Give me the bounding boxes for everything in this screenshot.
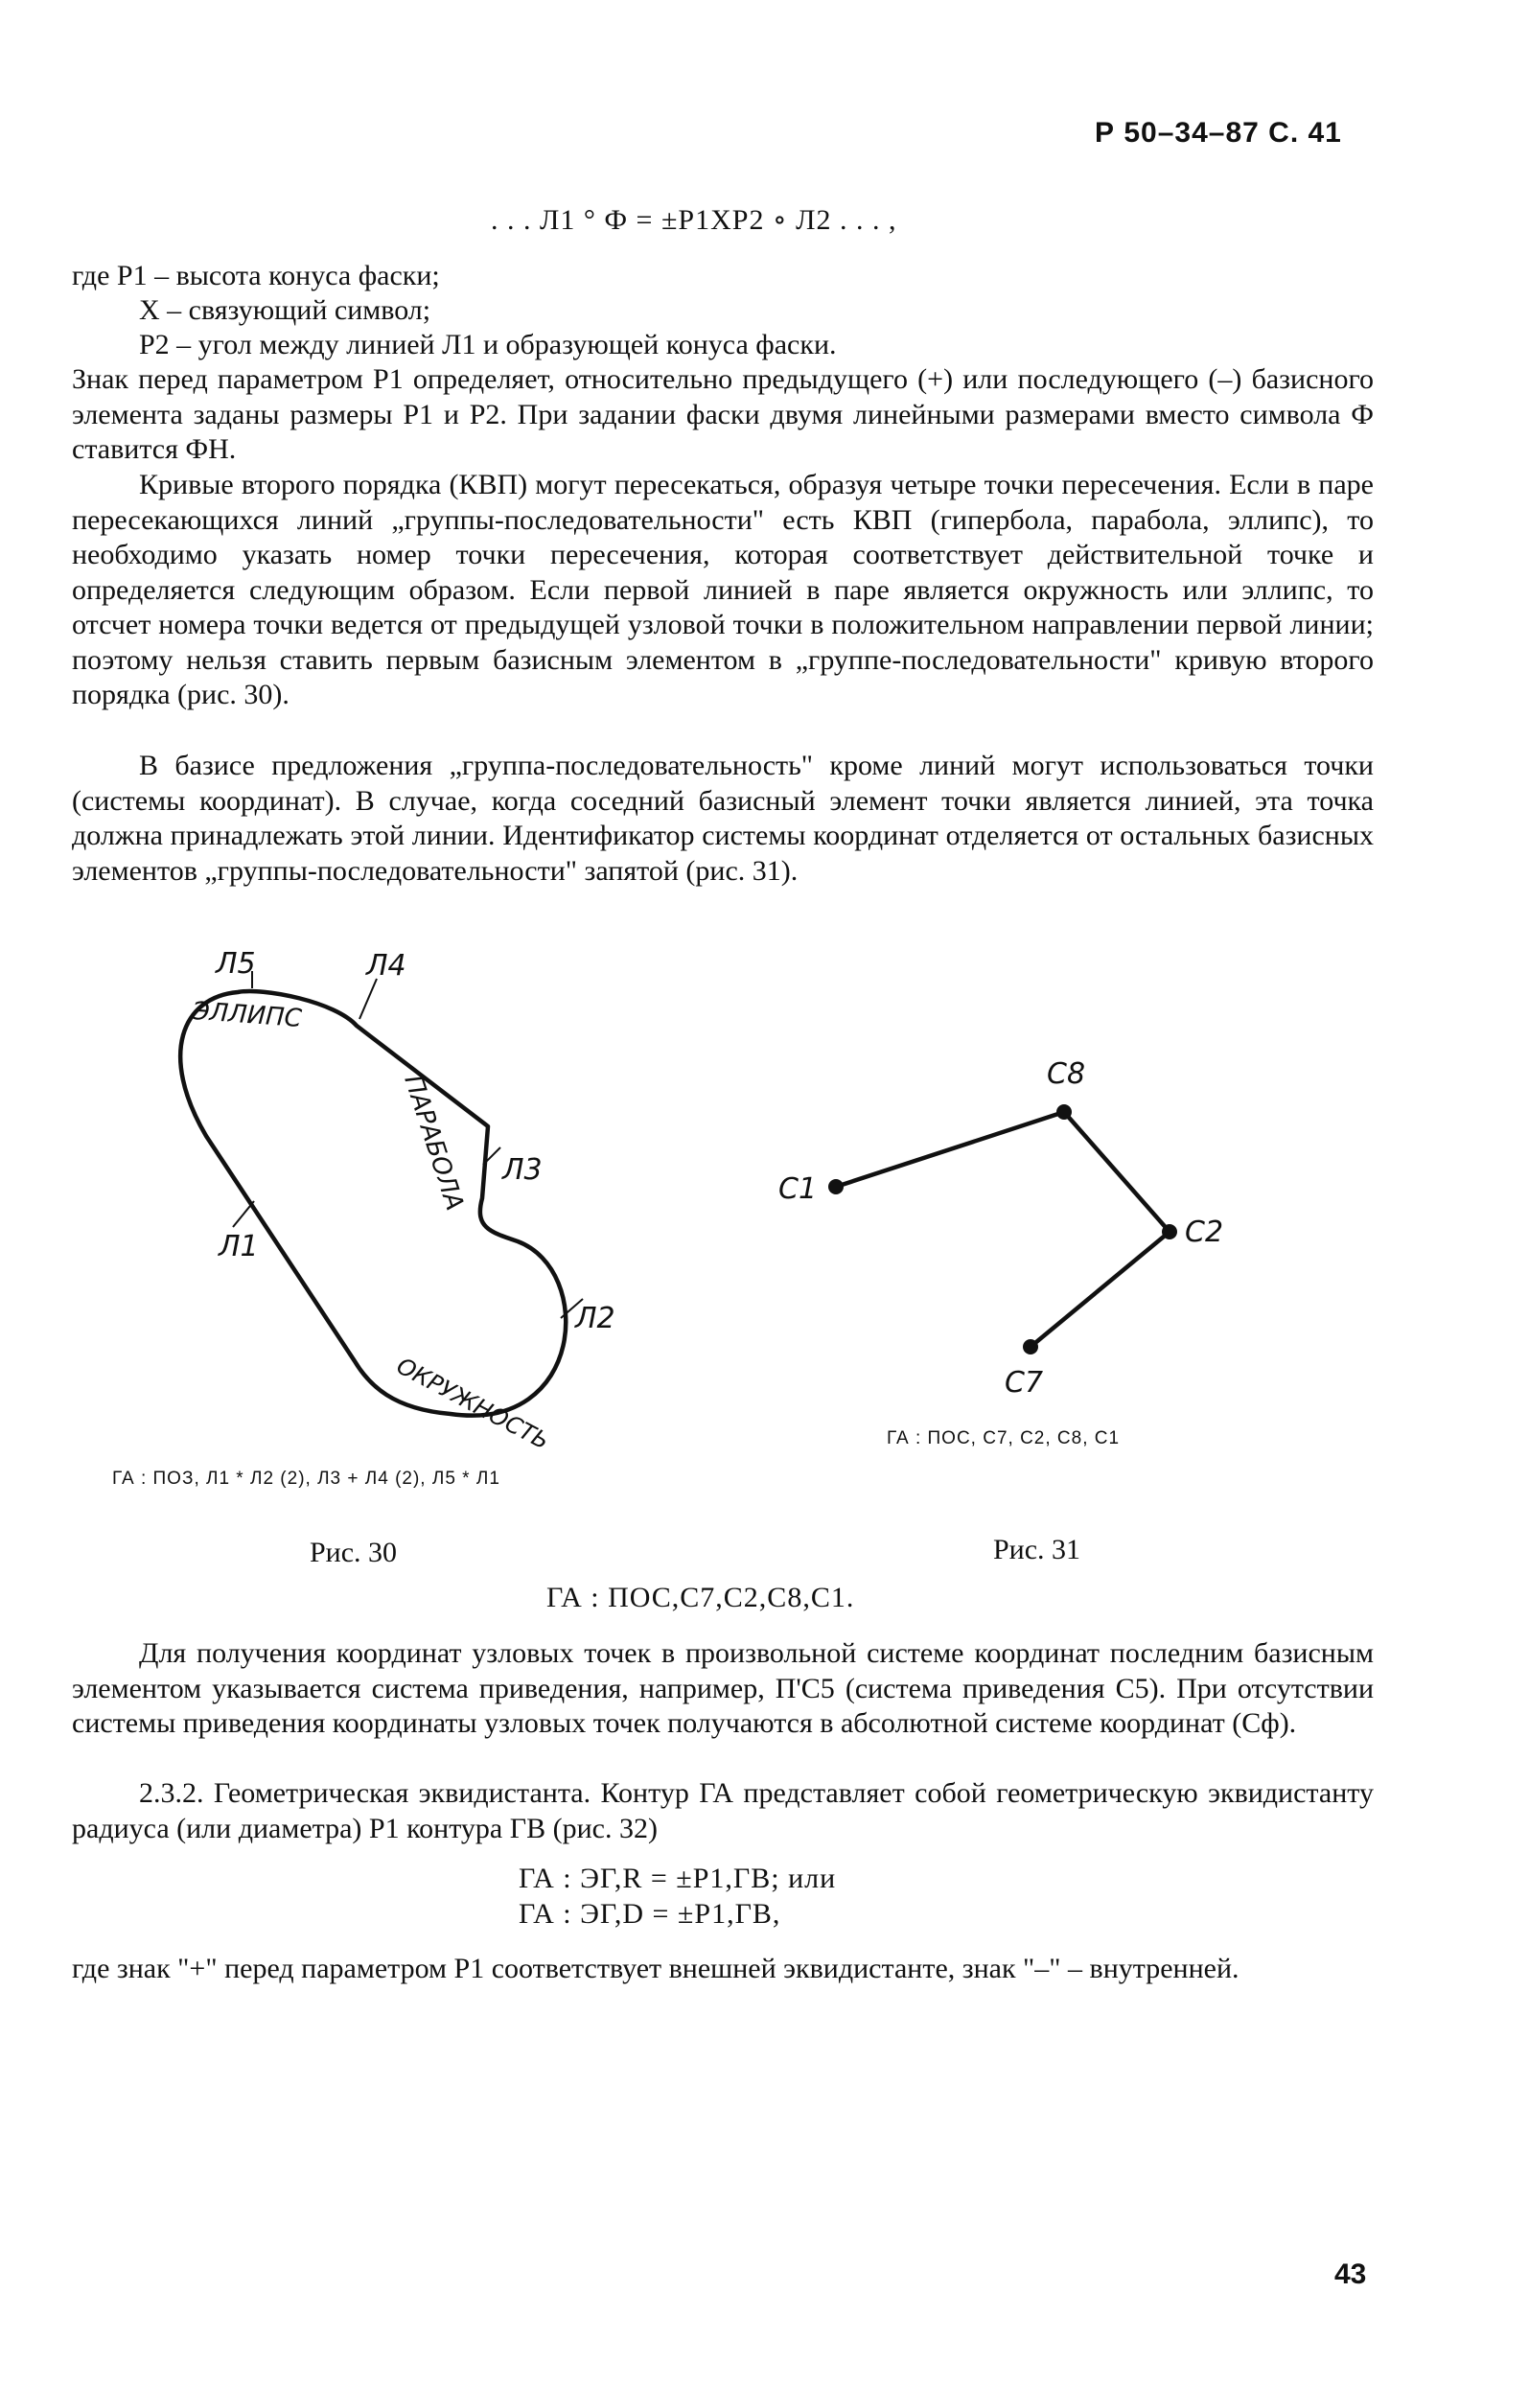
page-number: 43: [1334, 2258, 1367, 2290]
paragraph-sign-parameter: Знак перед параметром Р1 определяет, относительно предыдущего (+) или последующего (–) базисного элемента заданы размеры Р1 и Р2. При задании фаски двумя линейными размерами вместо символа Ф ставится ФН.: [72, 363, 1374, 465]
label-c7: С7: [1005, 1366, 1044, 1400]
document-reference: Р 50–34–87 С. 41: [1095, 117, 1342, 149]
label-ellipse: ЭЛЛИПС: [191, 997, 303, 1033]
figure-30-caption: Рис. 30: [310, 1537, 398, 1568]
label-l1: Л1: [219, 1230, 259, 1263]
label-l4: Л4: [366, 949, 406, 983]
formula-equidistant-diameter: ГА : ЭГ,D = ±Р1,ГВ,: [519, 1898, 781, 1930]
formula-equidistant-radius: ГА : ЭГ,R = ±Р1,ГВ; или: [519, 1863, 837, 1894]
definition-x: Х – связующий символ;: [139, 294, 431, 326]
formula-chamfer: . . . Л1 ° Ф = ±Р1ХР2 ∘ Л2 . . . ,: [491, 204, 897, 236]
label-l2: Л2: [575, 1302, 615, 1335]
figure-31-inner-caption: ГА : ПОС, С7, С2, С8, С1: [887, 1428, 1121, 1448]
label-parabola: ПАРАБОЛА: [398, 1071, 470, 1215]
paragraph-equidistant: 2.3.2. Геометрическая эквидистанта. Контур ГА представляет собой геометрическую эквидистанту радиуса (или диаметра) Р1 контура ГВ (рис. 32): [72, 1777, 1374, 1844]
figure-31-caption: Рис. 31: [993, 1534, 1081, 1565]
paragraph-second-order-curves: Кривые второго порядка (КВП) могут пересекаться, образуя четыре точки пересечения. Если в паре пересекающихся линий „группы-последовательности" есть КВП (гипербола, парабола, эллипс), то необходимо указать номер точки пересечения, которая соответствует действительной точке и определяется следующим образом. Если первой линией в паре является окружность или эллипс, то отсчет номера точки ведется от предыдущей узловой точки в положительном направлении первой линии; поэтому нельзя ставить первым базисным элементом в „группе-последовательности" кривую второго порядка (рис. 30).: [72, 469, 1374, 710]
label-l3: Л3: [502, 1153, 543, 1187]
paragraph-reduction-system: Для получения координат узловых точек в произвольной системе координат последним базисным элементом указывается система приведения, например, П'С5 (система приведения С5). При отсутствии системы приведения координаты узловых точек получаются в абсолютной системе координат (Сф).: [72, 1637, 1374, 1739]
point-c7: [1023, 1339, 1038, 1354]
figure-31-diagram: [757, 1045, 1224, 1400]
label-c1: С1: [778, 1172, 818, 1206]
definition-p2: Р2 – угол между линией Л1 и образующей конуса фаски.: [139, 329, 837, 360]
formula-group-sequence: ГА : ПОС,С7,С2,С8,С1.: [546, 1582, 855, 1613]
leader-l1: [233, 1201, 254, 1227]
leader-l4: [359, 979, 377, 1019]
polyline-path: [836, 1112, 1170, 1347]
paragraph-basis-points: В базисе предложения „группа-последовательность" кроме линий могут использоваться точки (системы координат). В случае, когда соседний базисный элемент точки является линией, эта точка должна принадлежать этой линии. Идентификатор системы координат отделяется от остальных базисных элементов „группы-последовательности" запятой (рис. 31).: [72, 750, 1374, 887]
point-c8: [1056, 1104, 1072, 1120]
label-c2: С2: [1185, 1216, 1224, 1249]
contour-shape: [180, 991, 566, 1416]
label-c8: С8: [1047, 1057, 1086, 1091]
figure-30-inner-caption: ГА : ПОЗ, Л1 * Л2 (2), Л3 + Л4 (2), Л5 * Л1: [112, 1469, 500, 1489]
label-circle: ОКРУЖНОСТЬ: [392, 1352, 554, 1455]
point-c2: [1162, 1224, 1177, 1239]
figure-30-diagram: [105, 935, 642, 1510]
definition-p1: где Р1 – высота конуса фаски;: [72, 260, 440, 291]
point-c1: [828, 1179, 844, 1194]
paragraph-sign-meaning: где знак "+" перед параметром Р1 соответствует внешней эквидистанте, знак "–" – внутренней.: [72, 1953, 1239, 1984]
label-l5: Л5: [216, 947, 256, 981]
